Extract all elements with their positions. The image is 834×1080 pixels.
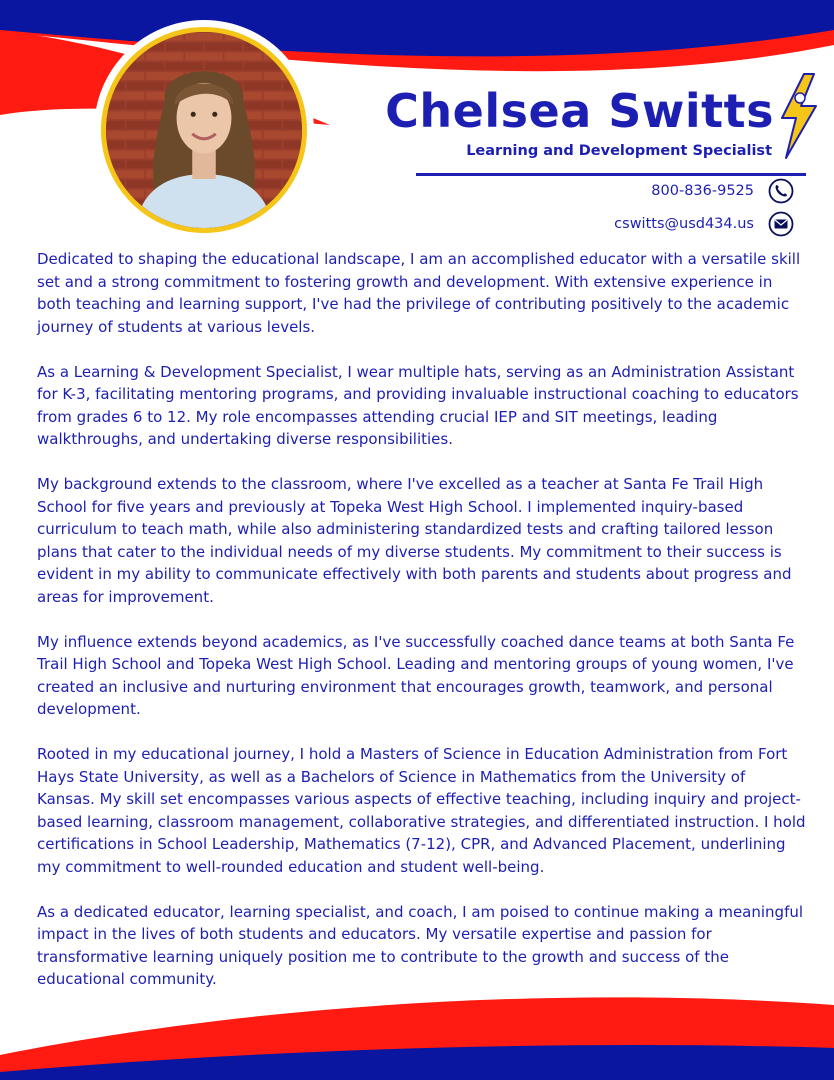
bio-body — [37, 248, 807, 991]
headshot-photo — [101, 27, 307, 233]
bio-paragraph: Dedicated to shaping the educational landscape, I am an accomplished educator with a versatile skill set and a strong commitment to fostering growth and development. With extensive experience in both teaching and learning support, I've had the privilege of contributing positively to the academic journey of students at various levels. — [37, 250, 801, 336]
header-divider — [416, 173, 806, 176]
bio-paragraph: My influence extends beyond academics, as I've successfully coached dance teams at both Santa Fe Trail High School and Topeka West High School. Leading and mentoring groups of young women, I've created an inclusive and nurturing environment that encourages growth, teamwork, and personal development. — [37, 632, 795, 718]
bio-paragraph: My background extends to the classroom, where I've excelled as a teacher at Santa Fe Trail High School for five years and previously at Topeka West High School. I implemented inquiry-based curriculum to teach math, while also administering standardized tests and crafting tailored lesson plans that cater to the individual needs of my diverse students. My commitment to their success is evident in my ability to communicate effectively with both parents and students about progress and areas for improvement. — [37, 475, 792, 606]
email-row — [614, 211, 794, 237]
envelope-icon — [768, 211, 794, 237]
bio-paragraph: As a dedicated educator, learning specialist, and coach, I am poised to continue making a meaningful impact in the lives of both students and educators. My versatile expertise and passion for transformative learning uniquely position me to contribute to the growth and success of the educational community. — [37, 902, 804, 988]
lightning-bolt-mascot-icon — [774, 72, 822, 160]
bio-paragraph: As a Learning & Development Specialist, I wear multiple hats, serving as an Administration Assistant for K-3, facilitating mentoring programs, and providing invaluable instructional coaching to educators from grades 6 to 12. My role encompasses attending crucial IEP and SIT meetings, leading walkthroughs, and undertaking diverse responsibilities. — [37, 362, 799, 448]
phone-number[interactable]: 800-836-9525 — [651, 183, 754, 199]
phone-icon — [768, 178, 794, 204]
email-address[interactable]: cswitts@usd434.us — [614, 216, 754, 232]
job-title: Learning and Development Specialist — [466, 143, 772, 159]
bio-paragraph: Rooted in my educational journey, I hold a Masters of Science in Education Administration from Fort Hays State University, as well as a Bachelors of Science in Mathematics from the University of Kansas. My skill set encompasses various aspects of effective teaching, including inquiry and project-based learning, classroom management, collaborative strategies, and differentiated instruction. I hold certifications in School Leadership, Mathematics (7-12), CPR, and Advanced Placement, underlining my commitment to well-rounded education and student well-being. — [37, 745, 806, 876]
person-name: Chelsea Switts — [385, 84, 774, 138]
phone-row — [651, 178, 794, 204]
